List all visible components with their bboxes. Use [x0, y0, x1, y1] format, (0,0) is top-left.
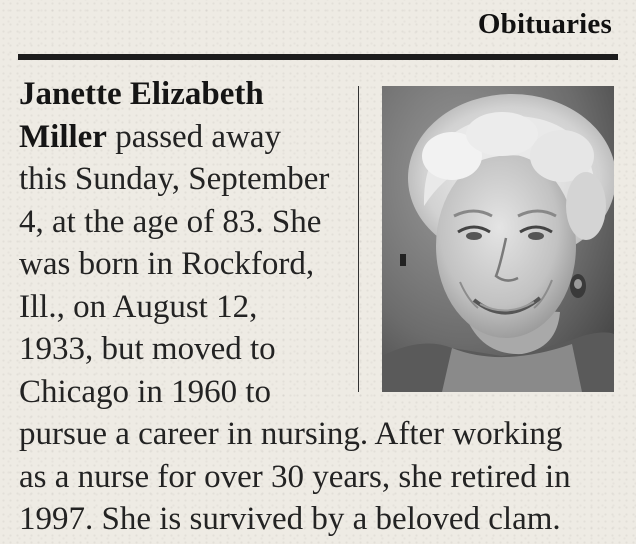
section-title: Obituaries: [477, 8, 612, 40]
obituary-name-line-1: Janette Elizabeth: [19, 76, 264, 112]
obituary-line: as a nurse for over 30 years, she retired in: [19, 458, 571, 495]
obituary-line: Chicago in 1960 to: [19, 373, 272, 410]
obituary-line: was born in Rockford,: [19, 246, 315, 282]
obituary-line: 1933, but moved to: [19, 331, 276, 367]
portrait-illustration: [382, 86, 614, 392]
obituary-name-line-2: Miller: [19, 118, 107, 155]
obituary-line: 1997. She is survived by a beloved clam.: [19, 501, 561, 537]
obituary-line-2-rest: passed away: [106, 118, 282, 155]
portrait-photo: [382, 86, 614, 392]
obituary-line: 4, at the age of 83. She: [19, 203, 322, 240]
obituary-line: pursue a career in nursing. After working: [19, 416, 563, 452]
header-rule: [18, 54, 618, 60]
column-divider: [358, 86, 359, 392]
obituary-line: Ill., on August 12,: [19, 288, 258, 325]
obituary-line: this Sunday, September: [19, 161, 330, 197]
